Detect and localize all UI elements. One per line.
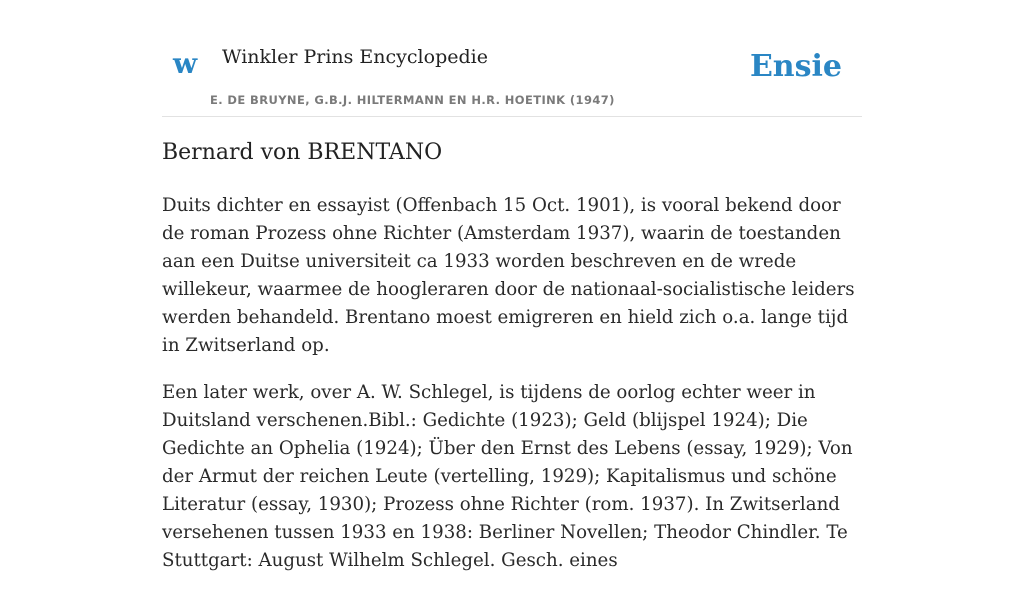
article-paragraph: Een later werk, over A. W. Schlegel, is tijdens de oorlog echter weer in Duitsland verschenen.Bibl.: Gedichte (1923); Geld (blijspel 1924); Die Gedichte an Ophelia (1924); Über den Ernst des Lebens (essay, 1929); Von der Armut der reichen Leute (vertelling, 1929); Kapitalismus und schöne Literatur (essay, 1930); Prozess ohne Richter (rom. 1937). In Zwitserland versehenen tussen 1933 en 1938: Berliner Novellen; Theodor Chindler. Te Stuttgart: August Wilhelm Schlegel. Gesch. eines xyxy=(162,382,853,571)
source-authors: E. DE BRUYNE, G.B.J. HILTERMANN EN H.R. HOETINK (1947) xyxy=(210,93,615,107)
site-header xyxy=(162,0,862,117)
article-paragraph: Duits dichter en essayist (Offenbach 15 Oct. 1901), is vooral bekend door de roman Prozess ohne Richter (Amsterdam 1937), waarin de toestanden aan een Duitse universiteit ca 1933 worden beschreven en de wrede willekeur, waarmee de hoogleraren door de nationaal-socialistische leiders werden behandeld. Brentano moest emigreren en hield zich o.a. lange tijd in Zwitserland op. xyxy=(162,195,855,356)
article-body xyxy=(162,192,866,594)
article-title: Bernard von BRENTANO xyxy=(162,140,443,165)
ensie-logo-link[interactable]: Ensie xyxy=(749,49,842,84)
winkler-prins-logo[interactable]: w xyxy=(173,47,198,80)
source-title[interactable]: Winkler Prins Encyclopedie xyxy=(222,46,488,68)
